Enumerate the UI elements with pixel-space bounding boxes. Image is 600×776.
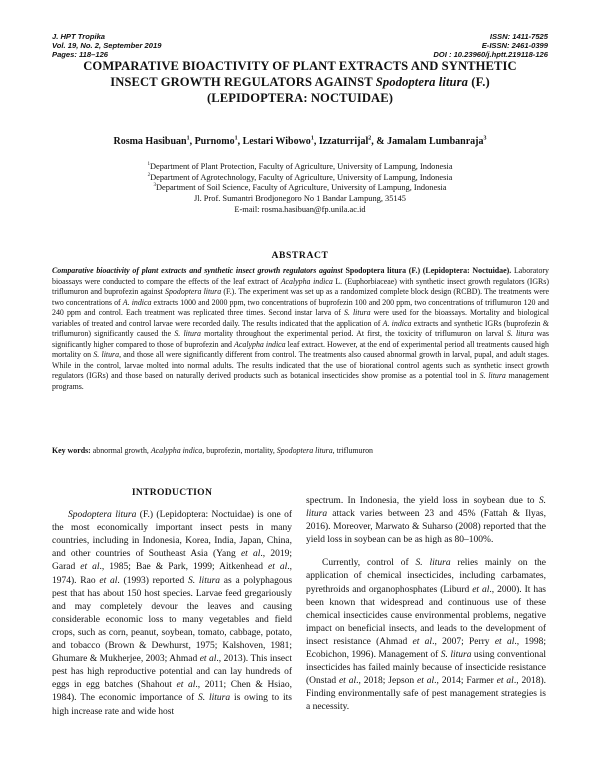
eissn: E-ISSN: 2461-0399 [481,41,548,50]
species-name: S. litura [188,575,221,586]
journal-name: J. HPT Tropika [52,32,106,41]
affiliation-2-text: Department of Agrotechnology, Faculty of Agriculture, University of Lampung, Indonesia [150,172,453,182]
intro-paragraph-1 [52,509,292,719]
species-name: Spodoptera litura [68,510,137,521]
intro-text: (F.) (Lepidoptera: Noctuidae) is one of the most economically important insect pests in many countries, including in Indonesia, Korea, India, Japan, China, and other countries of Southeast Asia (Yang [52,510,293,560]
abstract-t5: were used for the bioassays. Mortality and biological variables of treated and control larvae were recorded daily. The results indicated that the application of [52,308,550,328]
etal: et al [494,636,515,647]
intro-text: using conventional insecticides has failed mainly because of insecticide resistance (Onstad [306,650,547,687]
abstract-t1: Laboratory bioassays were conducted to compare the effects of the leaf extract of [52,266,549,286]
intro-text: ., 2007; Perry [432,636,495,647]
abstract-species: Acalypha indica [234,339,286,349]
author-3-sup: 1 [310,135,314,142]
intro-text: ., 2018). Finding environmentally safe of pest management strategies is a necessity. [306,676,546,713]
keywords-species: Spodoptera litura, [276,446,335,455]
author-4: Izzaturrijal [318,136,369,147]
etal: et al [338,676,357,687]
author-4-sup: 2 [368,135,372,142]
journal-volume: Vol. 19, No. 2, September 2019 [52,41,162,50]
author-3: Lestari Wibowo [242,136,311,147]
abstract-t9: leaf extract. However, at the end of experimental period all treatments caused high mortality on [52,339,549,359]
intro-text: ., 2011; Chen & Hsiao, 1984). The economic importance of [52,680,292,704]
intro-text: . (1993) reported [117,575,189,586]
column-left [52,486,292,719]
affiliation-3-sup: 3 [153,183,156,189]
author-5: Jamalam Lumbanraja [387,136,484,147]
abstract-t10: , and those all were significantly different from control. The treatments also caused abnormal growth in larval, pupal, and adult stages. While in the control, larvae molted into normal adults. The results indicated that the use of biorational control agents such as synthetic insect growth regulators (IGRs) and those based on naturally derived products such as botanical insecticides show promise as a potential tool in [52,350,549,380]
author-1-sup: 1 [186,135,190,142]
intro-paragraph-2 [306,557,546,714]
intro-text: ., 1985; Bae & Park, 1999; Aitkenhead [99,562,268,573]
author-list: Rosma Hasibuan$^1$, Purnomo$^1$, Lestari Wibowo$^1$, Izzaturrijal$^2$, & Jamalam Lumbanraja$^3$ [113,135,487,147]
title-line-2c: (F.) [468,75,490,89]
title-species: Spodoptera litura [375,75,469,89]
journal-pages: Pages: 118–126 [52,50,109,59]
etal: et al [472,584,490,595]
author-5-sup: 3 [483,135,487,142]
abstract-species: S. litura [174,329,201,338]
abstract-t3: (F.). The experiment was set up as a randomized complete block design (RCBD). The treatments were two concentrations of [52,287,549,307]
intro-text: is owing to its high increase rate and wide host [52,693,292,717]
affiliation-3-text: Department of Soil Science, Faculty of Agriculture, University of Lampung, Indonesia [156,183,447,193]
doi: DOI : 10.23960/j.hptt.219118-126 [433,50,548,59]
abstract-species: S. litura [343,308,371,317]
abstract-species: S. litura [479,371,506,380]
column-right [306,495,546,715]
title-line-2 [40,74,560,90]
keywords-text: abnormal growth, [90,446,151,455]
abstract-t8: was significantly higher compared to those of buprofezin and [52,329,549,349]
intro-text: ., 1974). Rao [52,562,293,586]
affiliation-1-text: Department of Plant Protection, Faculty of Agriculture, University of Lampung, Indonesia [149,162,453,171]
abstract-species: Acalypha indica [280,276,333,286]
affiliation-2 [40,173,560,184]
abstract-t11: management programs. [52,371,549,391]
title-line-3: (LEPIDOPTERA: NOCTUIDAE) [206,91,394,105]
affiliation-1 [40,162,560,173]
intro-text: ., 1998; Ecobichon, 1996). Management of [306,636,546,661]
abstract-species: A. indica [382,318,412,328]
keywords-species: Acalypha indica [150,446,203,455]
abstract-species: A. indica [122,297,152,307]
keywords-label: Key words: [52,446,91,455]
journal-identifiers [433,32,548,59]
abstract-t7: mortality throughout the experimental period. At first, the toxicity of triflumuron on larval [200,329,507,338]
intro-text: ., 2000). It has been known that widespread and continuous use of these chemical insecticides cause environmental problems, negative impact on beneficial insects, and leads to the development of insect resistance (Ahmad [306,584,547,647]
issn: ISSN: 1411-7525 [489,32,548,41]
abstract-lead-species: Spodoptera litura (F.) (Lepidoptera: Noctuidae). [345,266,512,275]
etal: et al [496,676,514,687]
etal: et al [240,549,261,560]
abstract-lead-text: Comparative bioactivity of plant extracts and synthetic insect growth regulators against [52,266,346,275]
intro-text: as a polyphagous pest that has about 150 host species. Larvae feed gregariously and may completely devour the leaves and causing considerable economic loss to many vegetables and field crops, such as corn, peanut, soybean, tomato, cabbage, potato, and tobacco (Brown & Dewhurst, 1975; Kalshoven, 1981; Ghumare & Mukherjee, 2003; Ahmad [52,575,293,665]
species-name: S. litura [415,558,451,569]
affiliation-3 [40,183,560,194]
abstract-species: Spodoptera litura [165,287,222,296]
etal: et al [176,680,196,691]
intro-text: ., 2018; Jepson [356,676,418,687]
affiliation-2-sup: 2 [147,172,151,178]
etal: et al [417,676,435,687]
abstract-t4: extracts 1000 and 2000 ppm, two concentrations of buprofezin 100 and 200 ppm, two concentrations of triflumuron 120 and 240 ppm and control. Each treatment was replicated three times. Second instar larva of [52,297,549,317]
species-name: S. litura [198,693,231,704]
abstract-body [52,266,549,392]
affiliations [40,162,560,216]
author-2-sup: 1 [234,135,238,142]
species-name: S. litura [440,650,472,661]
paper-title [40,58,560,106]
journal-info [52,32,161,59]
etal: et al [412,636,433,647]
keywords [52,446,549,456]
intro-text: spectrum. In Indonesia, the yield loss in soybean due to [306,496,539,506]
abstract-species: S. litura [93,350,120,359]
email[interactable]: E-mail: rosma.hasibuan@fp.unila.ac.id [234,204,366,214]
etal: et al [80,562,100,573]
keywords-text: , buprofezin, mortality, [202,446,277,455]
intro-text: relies mainly on the application of chemical insecticides, including carbamates, pyrethroids and organophosphates (Liburd [306,558,546,595]
intro-paragraph-1-cont [306,495,546,547]
abstract-t6: extracts and synthetic IGRs (buprofezin & triflumuron) significantly caused the [52,318,549,338]
author-1: Rosma Hasibuan [113,136,187,147]
intro-text: ., 2013). This insect pest has high reproductive potential and can lay hundreds of eggs in egg batches (Shahout [52,654,292,691]
title-line-2a: INSECT GROWTH REGULATORS AGAINST [110,75,376,89]
intro-text: attack varies between 23 and 45% (Fattah & Ilyas, 2016). Moreover, Marwato & Suharso (2008) reported that the yield loss in soybean can be as high as 80–100%. [306,509,546,546]
abstract-lead [52,266,511,275]
intro-text: ., 2019; Garad [52,549,293,573]
etal: et al [267,562,288,573]
intro-text: ., 2014; Farmer [434,676,497,687]
species-name: S. litura [306,496,546,520]
abstract-t2: L. (Euphorbiaceae) with synthetic insect growth regulators (IGRs) triflumuron and buprofezin against [52,276,549,296]
address: Jl. Prof. Sumantri Brodjonegoro No 1 Bandar Lampung, 35145 [194,194,406,204]
title-line-1: COMPARATIVE BIOACTIVITY OF PLANT EXTRACTS AND SYNTHETIC [83,59,517,73]
introduction-heading: INTRODUCTION [131,487,213,498]
abstract-heading: ABSTRACT [271,250,329,261]
keywords-text: triflumuron [334,446,374,455]
etal: et al [99,575,118,586]
abstract-species: S. litura [506,329,534,338]
etal: et al [199,654,217,665]
intro-text: Currently, control of [322,558,416,569]
author-2: Purnomo [194,136,235,147]
affiliation-1-sup: 1 [147,162,150,168]
